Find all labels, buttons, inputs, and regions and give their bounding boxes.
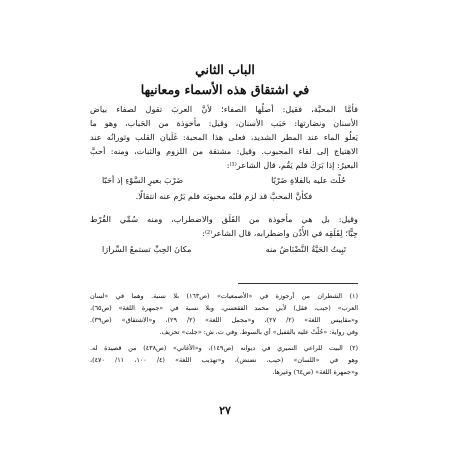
verse-2-second-hemistich: مكانَ الحِبِّ تستمعُ السِّرارَا (102, 244, 192, 254)
chapter-title: الباب الثاني (195, 62, 255, 77)
body-line: الأسنان ونضارتها: حَبَب الأسنان، وقيل: مأخوذة من الحَباب، وهو ما (90, 118, 358, 128)
footnote-line: وفي رواية: «حُلْتُ عليه بالقفيل» أي بالسوط. وفي ت، ش: «جلت» تحريف. (159, 328, 358, 336)
body-line: حِبًّا؛ لِقَلَقِه في الأُذُن واضطرابه، قال الشاعر⁽²⁾: (202, 228, 358, 238)
footnote-line: (١) الشطران من أرجوزة في «الأصمعيات» (ص١٦٣) بلا نسبة. وهما في «لسان (90, 292, 358, 300)
body-line-centered: فكأنَّ المحبَّ قد لزم قلبُه محبوبَه فلم يَرُم عنه انتقالًا. (135, 191, 313, 201)
verse-2 (90, 241, 358, 257)
footnote-line: و«جمهرة اللغة» (ص٦٤) وغيرها. (272, 368, 358, 376)
footnote-line: (٢) البيت للراعي النميري في ديوانه (ص١٤٩)، و«الأغاني» (ص٤٣٨) من قصيدة له. (90, 344, 358, 352)
verse-1-second-hemistich: ضَرْبَ بعيرِ السَّوْءِ إذ أحَبّا (102, 175, 184, 185)
page-number: ٢٧ (219, 404, 231, 417)
footnote-line: وهو في «اللسان» (حبب، نضنض)، و«تهذيب اللغة» (٤/ ١٠٠، ١١/ ٤٧٠)، (90, 356, 358, 364)
body-line: الاهتياج إلى لقاء المحبوب. وقيل: مشتقة من اللزوم والثبات، ومنه: أحبَّ (90, 146, 358, 156)
verse-1-first-hemistich: حُلْتَ عليه بالفلاةِ ضَرْبًا (271, 175, 346, 185)
footnote-line: العرب» (حبب، فقل) لأبي محمد الفقعسي، وبلا نسبة في «جمهرة اللغة» (ص٦٥)، (90, 304, 358, 312)
verse-1 (90, 172, 358, 188)
body-line: يَعلُو الماء عند المطر الشديد، فعلى هذا المحبة: غَلَيان القلب وثورانُه عند (90, 132, 358, 142)
body-line: فأمَّا المحبَّة، فقيل: أصلُها الصفاء؛ لأنَّ العربَ تقول لصفاء بياض (90, 104, 358, 114)
chapter-subtitle: في اشتقاق هذه الأسماء ومعانيها (140, 82, 310, 97)
footnote-line: و«مقاييس اللغة» (٢/ ٢٧)، و«مجمل اللغة» (٢/ ٢٩)، و«الاشتقاق» (ص٣٩). (90, 316, 358, 324)
verse-2-first-hemistich: تَبِيتُ الحَيَّةُ النَّضْنَاضُ منه (265, 244, 346, 254)
body-line: البعيرُ: إذا بَرَكَ فلم يَقُم، قال الشاعر⁽¹⁾: (226, 160, 358, 170)
body-line: وقيل: بل هي مأخوذة من القَلَق والاضطراب، ومنه سُمِّي القُرْط (90, 214, 358, 224)
footnote-separator (238, 283, 358, 284)
